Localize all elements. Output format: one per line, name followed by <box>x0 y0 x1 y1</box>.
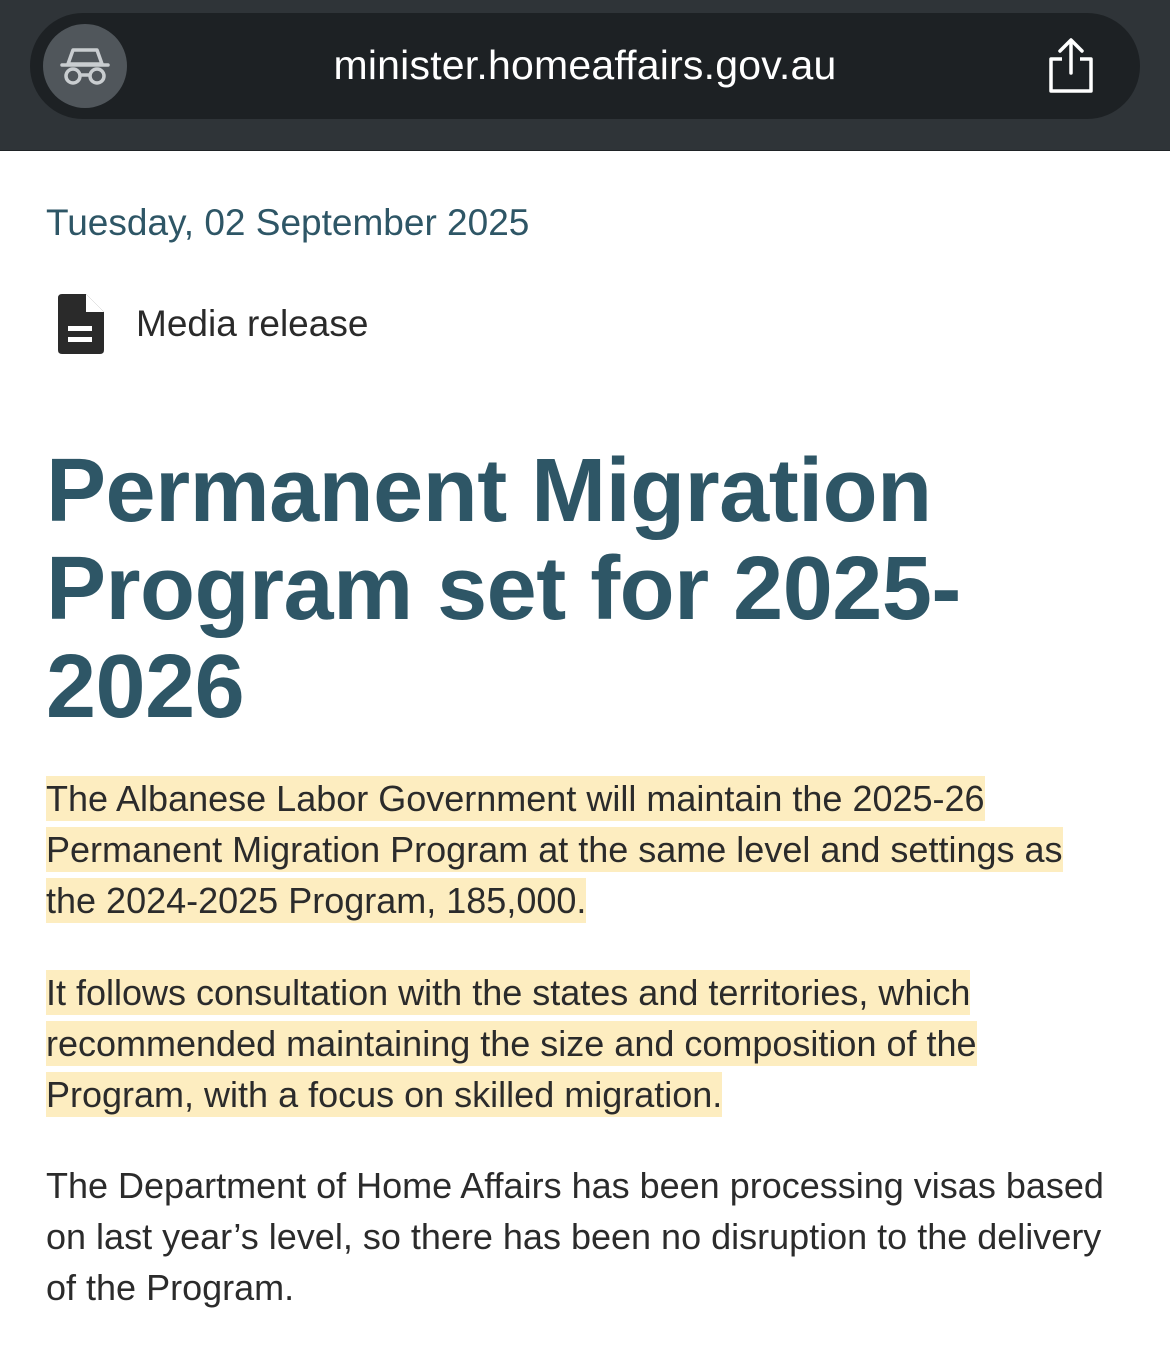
share-button[interactable] <box>1040 35 1102 97</box>
article-type-label: Media release <box>136 303 369 344</box>
browser-toolbar <box>0 0 1170 151</box>
article-title: Permanent Migration Program set for 2025-2026 <box>46 441 961 737</box>
share-icon <box>1045 37 1097 95</box>
paragraph-1 <box>46 773 1121 926</box>
highlighted-text: It follows consultation with the states and territories, which recommended maintaining the size and composition of the Program, with a focus on skilled migration. <box>46 972 977 1115</box>
article-type <box>54 292 368 356</box>
paragraph-3: The Department of Home Affairs has been processing visas based on last year’s level, so there has been no disruption to the delivery of the Program. <box>46 1165 1104 1308</box>
highlighted-text: The Albanese Labor Government will maintain the 2025-26 Permanent Migration Program at the same level and settings as the 2024-2025 Program, 185,000. <box>46 778 1063 921</box>
url-text[interactable]: minister.homeaffairs.gov.au <box>333 42 837 88</box>
paragraph-2 <box>46 967 1046 1120</box>
address-bar[interactable] <box>30 13 1140 119</box>
document-icon <box>54 292 106 356</box>
article-date: Tuesday, 02 September 2025 <box>46 202 530 243</box>
